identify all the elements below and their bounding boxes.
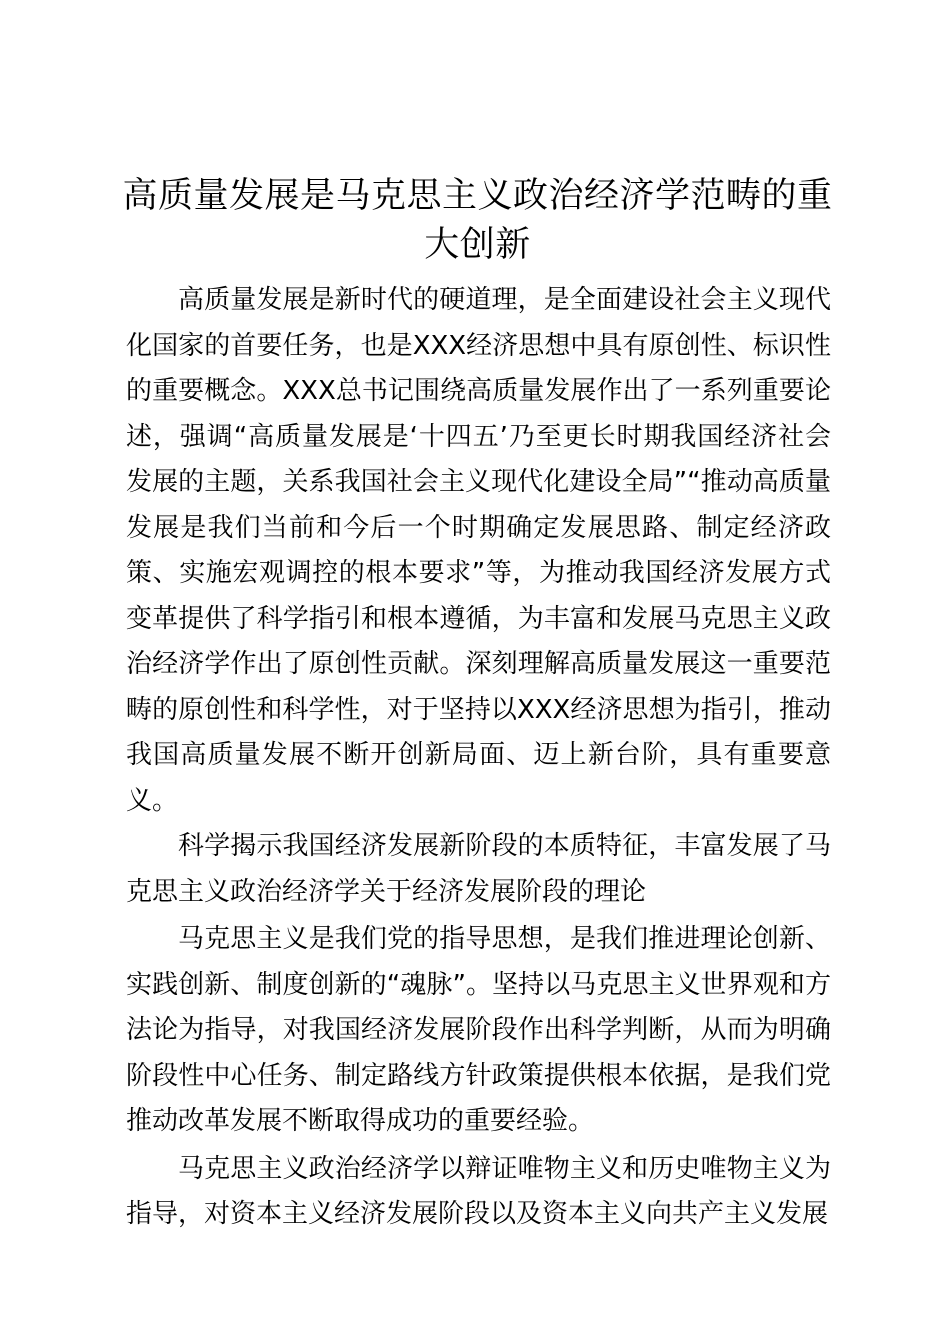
document-title: 高质量发展是马克思主义政治经济学范畴的重大创新	[122, 176, 833, 265]
paragraph-3: 马克思主义政治经济学以辩证唯物主义和历史唯物主义为指导，对资本主义经济发展阶段以及资本主义向共产主义发展	[126, 1153, 831, 1229]
section-heading: 科学揭示我国经济发展新阶段的本质特征，丰富发展了马克思主义政治经济学关于经济发展阶段的理论	[126, 831, 831, 907]
paragraph-1: 高质量发展是新时代的硬道理，是全面建设社会主义现代化国家的首要任务，也是XXX经济思想中具有原创性、标识性的重要概念。XXX总书记围绕高质量发展作出了一系列重要论述，强调“高质量发展是‘十四五’乃至更长时期我国经济社会发展的主题，关系我国社会主义现代化建设全局”“推动高质量发展是我们当前和今后一个时期确定发展思路、制定经济政策、实施宏观调控的根本要求”等，为推动我国经济发展方式变革提供了科学指引和根本遵循，为丰富和发展马克思主义政治经济学作出了原创性贡献。深刻理解高质量发展这一重要范畴的原创性和科学性，对于坚持以XXX经济思想为指引，推动我国高质量发展不断开创新局面、迈上新台阶，具有重要意义。	[126, 285, 831, 816]
paragraph-2: 马克思主义是我们党的指导思想，是我们推进理论创新、实践创新、制度创新的“魂脉”。坚持以马克思主义世界观和方法论为指导，对我国经济发展阶段作出科学判断，从而为明确阶段性中心任务、制定路线方针政策提供根本依据，是我们党推动改革发展不断取得成功的重要经验。	[126, 924, 831, 1136]
document-body	[126, 278, 831, 1238]
